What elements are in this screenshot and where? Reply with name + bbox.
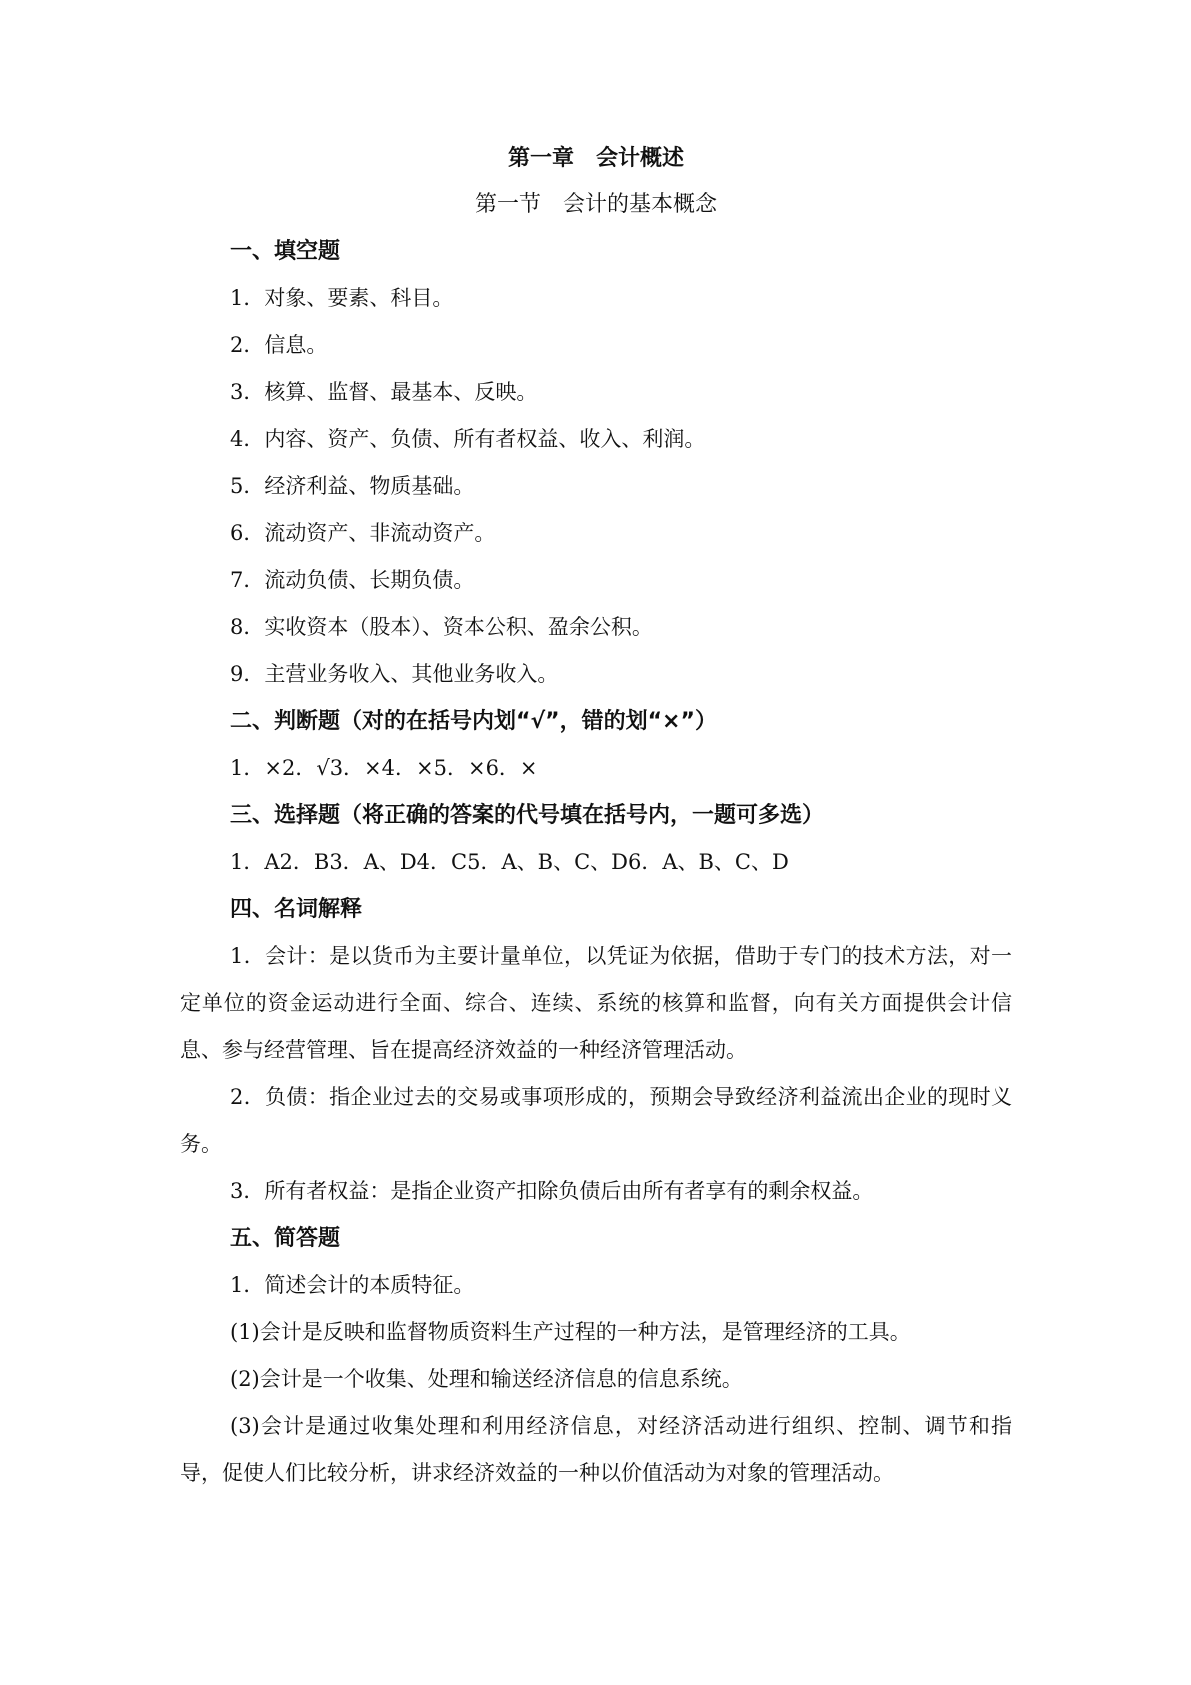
answer-item: 4．内容、资产、负债、所有者权益、收入、利润。: [230, 427, 706, 451]
answer-paragraph: (2)会计是一个收集、处理和输送经济信息的信息系统。: [230, 1367, 743, 1391]
answer-item: 1．A2．B3．A、D4．C5．A、B、C、D6．A、B、C、D: [230, 850, 789, 874]
answer-paragraph: (3)会计是通过收集处理和利用经济信息，对经济活动进行组织、控制、调节和指导，促使人们比较分析，讲求经济效益的一种以价值活动为对象的管理活动。: [180, 1414, 1012, 1485]
term-definition-heading: 四、名词解释: [230, 897, 363, 922]
answer-item: 6．流动资产、非流动资产。: [230, 521, 496, 545]
answer-item: 8．实收资本（股本）、资本公积、盈余公积。: [230, 615, 653, 639]
chapter-title: 第一章 会计概述: [507, 146, 684, 171]
answer-item: 7．流动负债、长期负债。: [230, 568, 475, 592]
multiple-choice-heading: 三、选择题（将正确的答案的代号填在括号内，一题可多选）: [230, 803, 825, 828]
answer-item: 9．主营业务收入、其他业务收入。: [230, 662, 559, 686]
question-paragraph: 1．简述会计的本质特征。: [230, 1273, 475, 1297]
answer-item: 3．核算、监督、最基本、反映。: [230, 380, 538, 404]
answer-paragraph: (1)会计是反映和监督物质资料生产过程的一种方法，是管理经济的工具。: [230, 1320, 911, 1344]
section-title: 第一节 会计的基本概念: [474, 192, 717, 217]
document-content: [180, 136, 1012, 1497]
definition-paragraph: 1．会计：是以货币为主要计量单位，以凭证为依据，借助于专门的技术方法，对一定单位的资金运动进行全面、综合、连续、系统的核算和监督，向有关方面提供会计信息、参与经营管理、旨在提高经济效益的一种经济管理活动。: [180, 944, 1012, 1062]
answer-item: 1．对象、要素、科目。: [230, 286, 454, 310]
definition-paragraph: 3．所有者权益：是指企业资产扣除负债后由所有者享有的剩余权益。: [230, 1179, 874, 1203]
short-answer-heading: 五、简答题: [230, 1226, 341, 1251]
true-false-heading: 二、判断题（对的在括号内划“√”，错的划“×”）: [230, 709, 717, 734]
answer-item: 2．信息。: [230, 333, 328, 357]
fill-blank-heading: 一、填空题: [230, 239, 341, 264]
answer-item: 1．×2．√3．×4．×5．×6．×: [230, 756, 538, 780]
definition-paragraph: 2．负债：指企业过去的交易或事项形成的，预期会导致经济利益流出企业的现时义务。: [180, 1085, 1012, 1156]
answer-item: 5．经济利益、物质基础。: [230, 474, 475, 498]
